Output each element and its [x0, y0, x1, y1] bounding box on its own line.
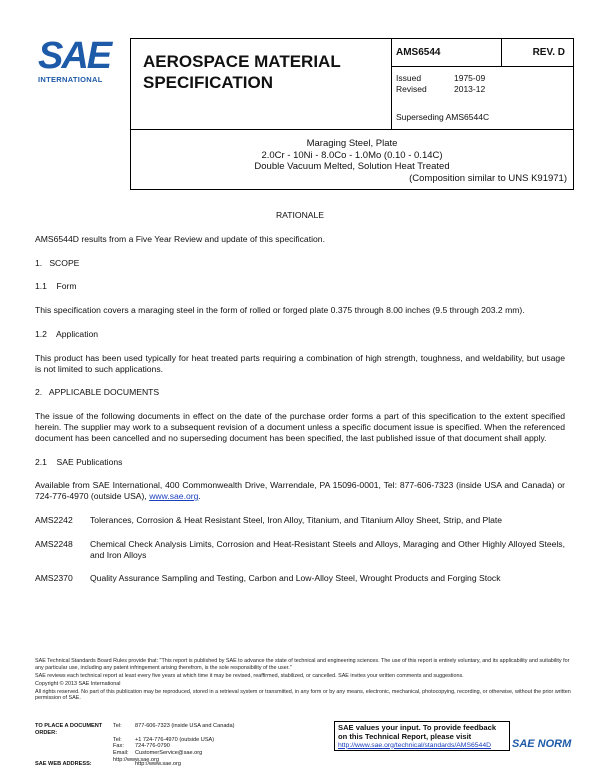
legal-footer	[35, 658, 575, 703]
revised-value: 2013-12	[454, 84, 486, 94]
section-1-1-heading: 1.1 Form	[35, 281, 77, 292]
sae-logo	[38, 35, 118, 88]
issued-label: Issued	[396, 73, 422, 83]
fax-label: Fax:	[113, 743, 124, 750]
subject-line-4: (Composition similar to UNS K91971)	[409, 172, 567, 184]
tel2-value: +1 724-776-4970 (outside USA)	[135, 736, 215, 743]
revision-box	[502, 38, 574, 67]
feedback-box	[334, 721, 510, 751]
sae-pubs-text: Available from SAE International, 400 Commonwealth Drive, Warrendale, PA 15096-0001, Tel: 877-606-7323 (inside USA and Canada) or 724-776-4970 (outside USA),	[35, 480, 565, 502]
reference-item	[35, 515, 565, 526]
section-2-1-heading: 2.1 SAE Publications	[35, 456, 123, 467]
doc-number: AMS6544	[396, 47, 441, 58]
reference-title: Tolerances, Corrosion & Heat Resistant Steel, Iron Alloy, Titanium, and Titanium Alloy Sheet, Strip, and Plate	[90, 514, 503, 525]
revision: REV. D	[532, 47, 565, 58]
sae-pubs-end: .	[198, 491, 201, 502]
section-1-heading: 1. SCOPE	[35, 257, 80, 268]
tel2-label: Tel:	[113, 736, 122, 743]
rationale-heading: RATIONALE	[275, 210, 325, 220]
document-type-title	[143, 51, 341, 93]
reference-item	[35, 539, 565, 561]
reference-title: Chemical Check Analysis Limits, Corrosion and Heat-Resistant Steels and Alloys, Maraging and Other Highly Alloyed Steels, and Iron Alloys	[90, 538, 565, 560]
sae-website-link[interactable]: www.sae.org	[149, 491, 199, 502]
reference-code: AMS2370	[35, 573, 73, 584]
revised-label: Revised	[396, 84, 427, 94]
footer-rights: All rights reserved. No part of this publication may be reproduced, stored in a retrieval system or transmitted, in any form or by any means, electronic, mechanical, photocopying, recording, or otherwise, without the prior written permission of SAE.	[35, 688, 571, 701]
section-1-1-text: This specification covers a maraging steel in the form of rolled or forged plate 0.375 through 8.00 inches (9.5 through 203.2 mm).	[35, 305, 525, 316]
logo-text: SAE	[38, 35, 111, 77]
email-label: Email:	[113, 750, 129, 757]
section-1-2-text: This product has been used typically for heat treated parts requiring a combination of high strength, toughness, and weldability, but usage is not limited to such applications.	[35, 352, 565, 374]
rationale-text: AMS6544D results from a Five Year Review and update of this specification.	[35, 233, 325, 244]
subject-box	[130, 130, 574, 190]
issued-value: 1975-09	[454, 73, 486, 83]
doc-number-box	[392, 38, 502, 67]
reference-item	[35, 573, 565, 584]
section-1-2-heading: 1.2 Application	[35, 328, 99, 339]
dates-box	[392, 67, 574, 130]
subject-line-2: 2.0Cr - 10Ni - 8.0Co - 1.0Mo (0.10 - 0.14C)	[261, 149, 443, 161]
footer-review: SAE reviews each technical report at least every five years at which time it may be revised, reaffirmed, stabilized, or cancelled. SAE invites your written comments and suggestions.	[35, 672, 464, 679]
document-body	[35, 210, 565, 597]
reference-code: AMS2248	[35, 538, 73, 549]
reference-code: AMS2242	[35, 514, 73, 525]
tel-value: 877-606-7323 (inside USA and Canada)	[135, 723, 235, 729]
sae-norm-watermark: SAE NORM	[512, 738, 572, 750]
footer-copyright: Copyright © 2013 SAE International	[35, 680, 121, 687]
feedback-link[interactable]: http://www.sae.org/technical/standards/AMS6544D	[338, 741, 492, 749]
section-2-1-text	[35, 480, 565, 502]
feedback-line-2: on this Technical Report, please visit	[338, 731, 472, 741]
section-2-heading: 2. APPLICABLE DOCUMENTS	[35, 387, 160, 398]
reference-title: Quality Assurance Sampling and Testing, Carbon and Low-Alloy Steel, Wrought Products and Forging Stock	[90, 573, 501, 584]
logo-subtext: INTERNATIONAL	[38, 75, 103, 84]
tel-label: Tel:	[113, 723, 122, 729]
subject-line-3: Double Vacuum Melted, Solution Heat Treated	[254, 161, 450, 172]
order-label: TO PLACE A DOCUMENT ORDER:	[35, 723, 103, 736]
superseding: Superseding AMS6544C	[396, 112, 490, 122]
web-value[interactable]: http://www.sae.org	[135, 761, 182, 767]
web-address	[35, 761, 181, 767]
http-value[interactable]: http://www.sae.org	[113, 756, 160, 763]
title-box	[130, 38, 392, 130]
email-value[interactable]: CustomerService@sae.org	[135, 750, 203, 757]
subject-line-1: Maraging Steel, Plate	[306, 138, 398, 149]
feedback-line-1: SAE values your input. To provide feedback	[338, 723, 497, 732]
section-2-text: The issue of the following documents in effect on the date of the purchase order forms a part of this specification to the extent specified herein. The supplier may work to a subsequent revision of a document unless a specific document issue is specified. When the referenced document has been cancelled and no superseding document has been specified, the last published issue of that document shall apply.	[35, 411, 565, 443]
order-contact	[35, 723, 235, 764]
fax-value: 724-776-0790	[135, 743, 170, 750]
web-label: SAE WEB ADDRESS:	[35, 761, 92, 767]
title-line-1: AEROSPACE MATERIAL	[143, 52, 341, 71]
footer-rules: SAE Technical Standards Board Rules provide that: "This report is published by SAE to advance the state of technical and engineering sciences. The use of this report is entirely voluntary, and its applicability and suitability for any particular use, including any patent infringement arising therefrom, is the sole responsibility of the user."	[35, 658, 570, 671]
title-line-2: SPECIFICATION	[143, 73, 274, 92]
